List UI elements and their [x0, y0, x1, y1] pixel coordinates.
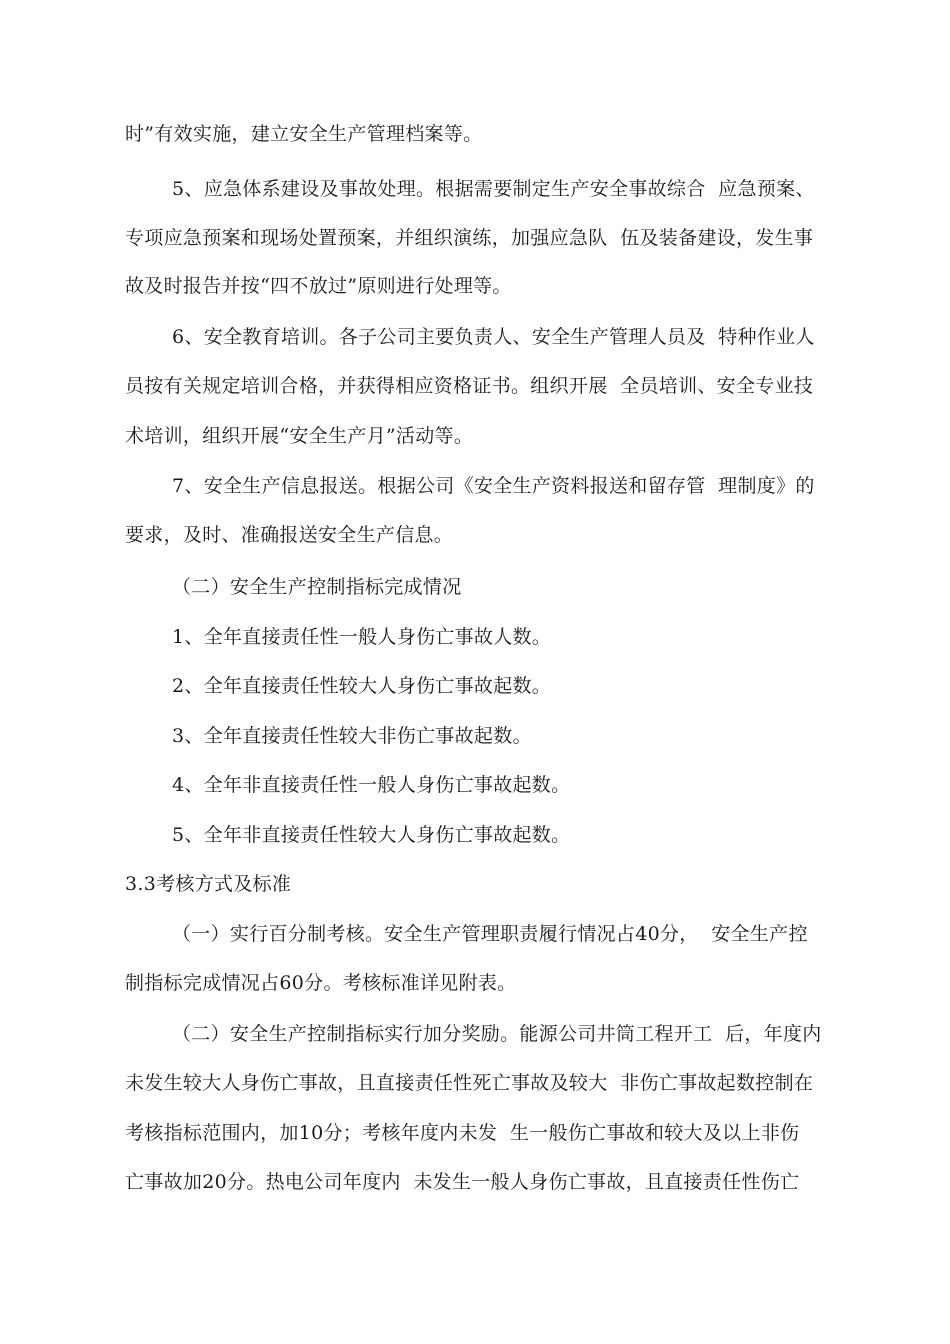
paragraph-line: 7、安全生产信息报送。根据公司《安全生产资料报送和留存管 理制度》的: [172, 475, 815, 497]
list-item: 5、全年非直接责任性较大人身伤亡事故起数。: [172, 824, 571, 846]
list-item: 1、全年直接责任性一般人身伤亡事故人数。: [172, 626, 552, 648]
paragraph-line: 员按有关规定培训合格，并获得相应资格证书。组织开展 全员培训、安全专业技: [125, 375, 814, 397]
paragraph-line: 考核指标范围内，加10分；考核年度内未发 生一般伤亡事故和较大及以上非伤: [125, 1122, 800, 1144]
paragraph-line: 未发生较大人身伤亡事故，且直接责任性死亡事故及较大 非伤亡事故起数控制在: [125, 1072, 814, 1094]
list-item: 3、全年直接责任性较大非伤亡事故起数。: [172, 725, 532, 747]
paragraph-line: 专项应急预案和现场处置预案，并组织演练，加强应急队 伍及装备建设，发生事: [125, 227, 814, 249]
paragraph-line: 时”有效实施，建立安全生产管理档案等。: [125, 123, 483, 145]
paragraph-line: （一）实行百分制考核。安全生产管理职责履行情况占40分， 安全生产控: [172, 923, 808, 945]
paragraph-line: 亡事故加20分。热电公司年度内 未发生一般人身伤亡事故，且直接责任性伤亡: [125, 1171, 800, 1193]
paragraph-line: 术培训，组织开展“安全生产月”活动等。: [125, 425, 474, 447]
section-heading: （二）安全生产控制指标完成情况: [172, 576, 462, 598]
paragraph-line: 故及时报告并按“四不放过”原则进行处理等。: [125, 275, 512, 297]
section-heading: 3.3考核方式及标准: [125, 873, 292, 895]
list-item: 4、全年非直接责任性一般人身伤亡事故起数。: [172, 774, 571, 796]
list-item: 2、全年直接责任性较大人身伤亡事故起数。: [172, 675, 552, 697]
paragraph-line: 制指标完成情况占60分。考核标准详见附表。: [125, 972, 517, 994]
paragraph-line: 要求，及时、准确报送安全生产信息。: [125, 524, 454, 546]
paragraph-line: （二）安全生产控制指标实行加分奖励。能源公司井筒工程开工 后，年度内: [172, 1023, 822, 1045]
paragraph-line: 6、安全教育培训。各子公司主要负责人、安全生产管理人员及 特种作业人: [172, 326, 815, 348]
paragraph-line: 5、应急体系建设及事故处理。根据需要制定生产安全事故综合 应急预案、: [172, 178, 815, 200]
